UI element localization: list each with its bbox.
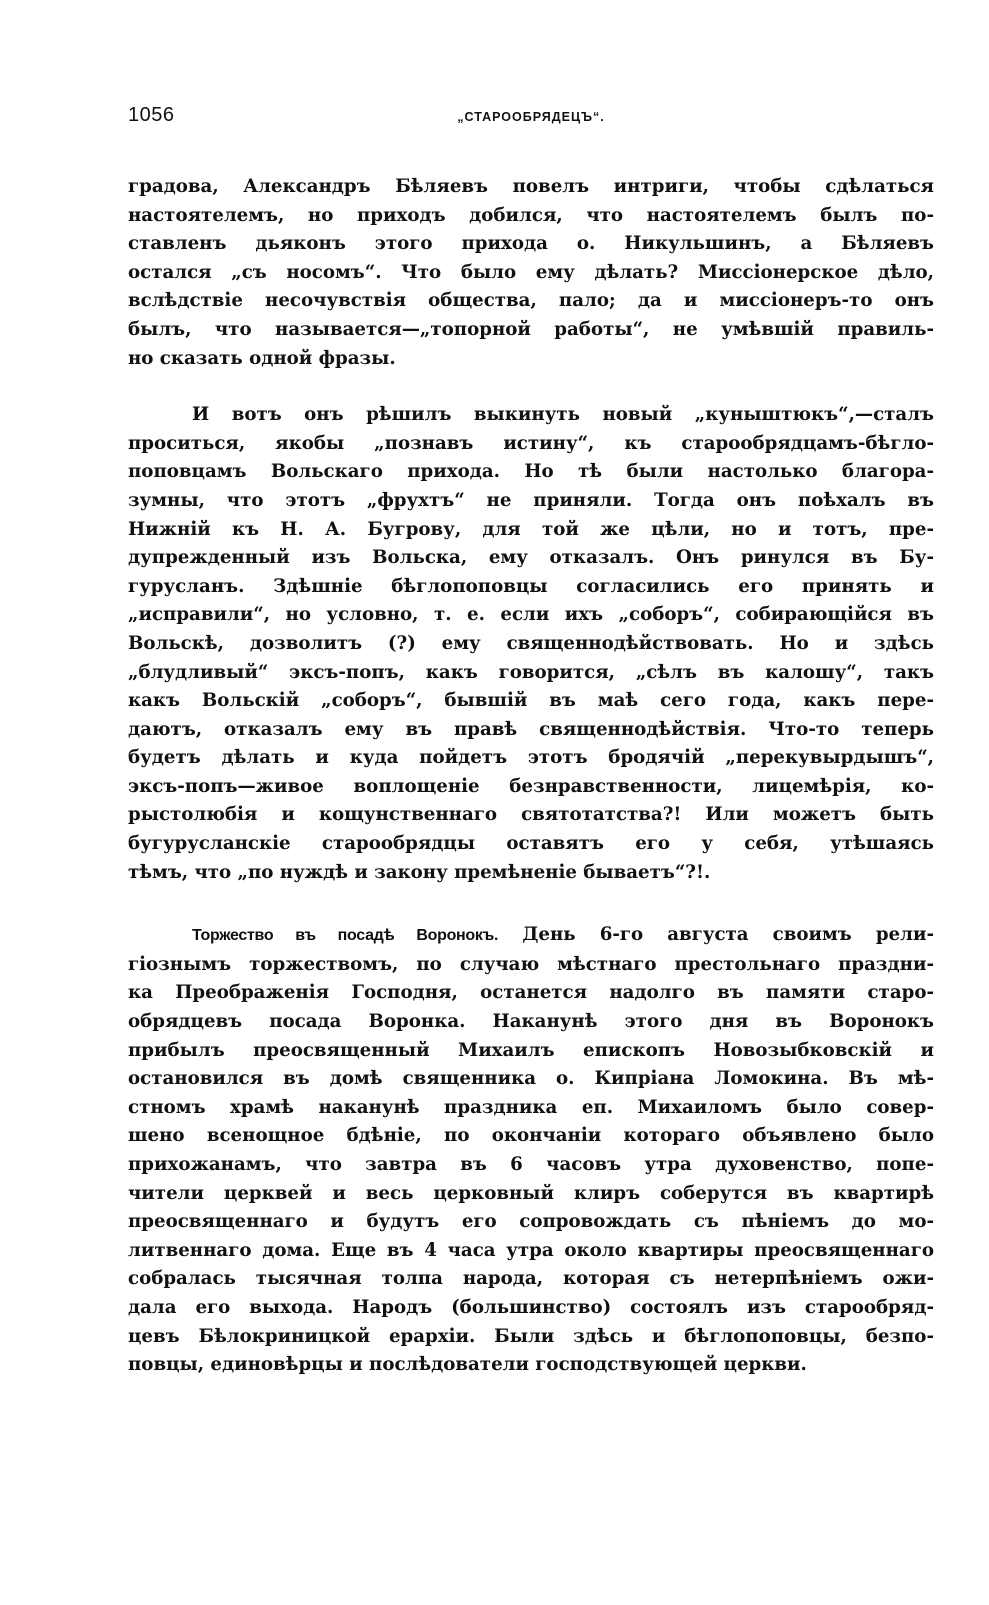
text-line: дала его выхода. Народъ (большинство) состоялъ изъ старообряд- (128, 1296, 934, 1318)
text-line: стномъ храмѣ наканунѣ праздника еп. Михаиломъ было совер- (128, 1096, 934, 1118)
text-line: зумны, что этотъ „фрухтъ“ не приняли. Тогда онъ поѣхалъ въ (128, 489, 934, 511)
text-line: вслѣдствіе несочувствія общества, пало; да и миссіонеръ-то онъ (128, 290, 934, 312)
text-line: ка Преображенія Господня, останется надолго въ памяти старо- (128, 982, 934, 1004)
paragraph-belyaev (128, 401, 934, 887)
text-line: но сказать одной фразы. (128, 347, 396, 369)
text-line: чители церквей и весь церковный клиръ соберутся въ квартирѣ (128, 1182, 934, 1204)
running-title: „СТАРООБРЯДЕЦЪ“. (457, 110, 605, 124)
paragraph-voronok (128, 921, 934, 1380)
text-line: градова, Александръ Бѣляевъ повелъ интриги, чтобы сдѣлаться (128, 176, 934, 197)
text-line: эксъ-попъ—живое воплощеніе безнравственности, лицемѣрія, ко- (128, 775, 934, 797)
text-line: „блудливый“ эксъ-попъ, какъ говорится, „сѣлъ въ калошу“, такъ (128, 661, 934, 683)
text-line: былъ, что называется—„топорной работы“, не умѣвшій правиль- (128, 318, 934, 340)
text-line: остался „съ носомъ“. Что было ему дѣлать? Миссіонерское дѣло, (128, 261, 934, 283)
text-line: цевъ Бѣлокриницкой ерархіи. Были здѣсь и бѣглопоповцы, безпо- (128, 1325, 934, 1347)
text-line: будетъ дѣлать и куда пойдетъ этотъ бродячій „перекувырдышъ“, (128, 747, 934, 769)
text-line: собралась тысячная толпа народа, которая съ нетерпѣніемъ ожи- (128, 1268, 934, 1290)
text-line: проситься, якобы „познавъ истину“, къ старообрядцамъ-бѣгло- (128, 432, 934, 454)
text-line: шено всенощное бдѣніе, по окончаніи котораго объявлено было (128, 1125, 934, 1147)
text-line: Вольскѣ, дозволитъ (?) ему священнодѣйствовать. Но и здѣсь (128, 632, 934, 654)
text-line: какъ Вольскій „соборъ“, бывшій въ маѣ сего года, какъ пере- (128, 690, 934, 712)
text-line: рыстолюбія и кощунственнаго святотатства?! Или можетъ быть (128, 804, 934, 826)
text-line: даютъ, отказалъ ему въ правѣ священнодѣйствія. Что-то теперь (128, 718, 934, 740)
text-line: прихожанамъ, что завтра въ 6 часовъ утра духовенство, попе- (128, 1154, 934, 1175)
text-line: преосвященнаго и будутъ его сопровождать съ пѣніемъ до мо- (128, 1211, 934, 1233)
text-line: прибылъ преосвященный Михаилъ епископъ Новозыбковскій и (128, 1039, 934, 1061)
text-fragment: День 6-го августа своимъ рели- (522, 924, 934, 946)
text-line: повцы, единовѣрцы и послѣдователи господствующей церкви. (128, 1354, 807, 1376)
text-line: бугурусланскіе старообрядцы оставятъ его у себя, утѣшаясь (128, 833, 934, 855)
page-number: 1056 (128, 104, 175, 126)
section-lead: Торжество въ посадѣ Воронокъ. (192, 927, 499, 945)
page-header (128, 104, 934, 134)
text-line: гурусланъ. Здѣшніе бѣглопоповцы согласились его принять и (128, 575, 934, 597)
paragraph-continuation (128, 173, 934, 373)
text-line: „исправили“, но условно, т. е. если ихъ „соборъ“, собирающійся въ (128, 604, 934, 626)
text-line: И вотъ онъ рѣшилъ выкинуть новый „куныштюкъ“,—сталъ (192, 404, 934, 426)
text-line: гіознымъ торжествомъ, по случаю мѣстнаго престольнаго праздни- (128, 953, 934, 975)
text-line: литвеннаго дома. Еще въ 4 часа утра около квартиры преосвященнаго (128, 1239, 934, 1261)
text-line: поповцамъ Вольскаго прихода. Но тѣ были настолько благора- (128, 461, 934, 483)
text-line-with-lead (128, 921, 934, 951)
text-line: обрядцевъ посада Воронка. Наканунѣ этого дня въ Воронокъ (128, 1011, 934, 1033)
text-line: дупрежденный изъ Вольска, ему отказалъ. Онъ ринулся въ Бу- (128, 547, 934, 569)
text-line: ставленъ дьяконъ этого прихода о. Никульшинъ, а Бѣляевъ (128, 233, 934, 255)
text-line: тѣмъ, что „по нуждѣ и закону премѣненіе бываетъ“?!. (128, 861, 711, 883)
text-line: Нижній къ Н. А. Бугрову, для той же цѣли, но и тотъ, пре- (128, 518, 934, 540)
text-line: настоятелемъ, но приходъ добился, что настоятелемъ былъ по- (128, 204, 934, 226)
body-text (128, 173, 934, 1380)
text-line: остановился въ домѣ священника о. Кипріана Ломокина. Въ мѣ- (128, 1068, 934, 1090)
